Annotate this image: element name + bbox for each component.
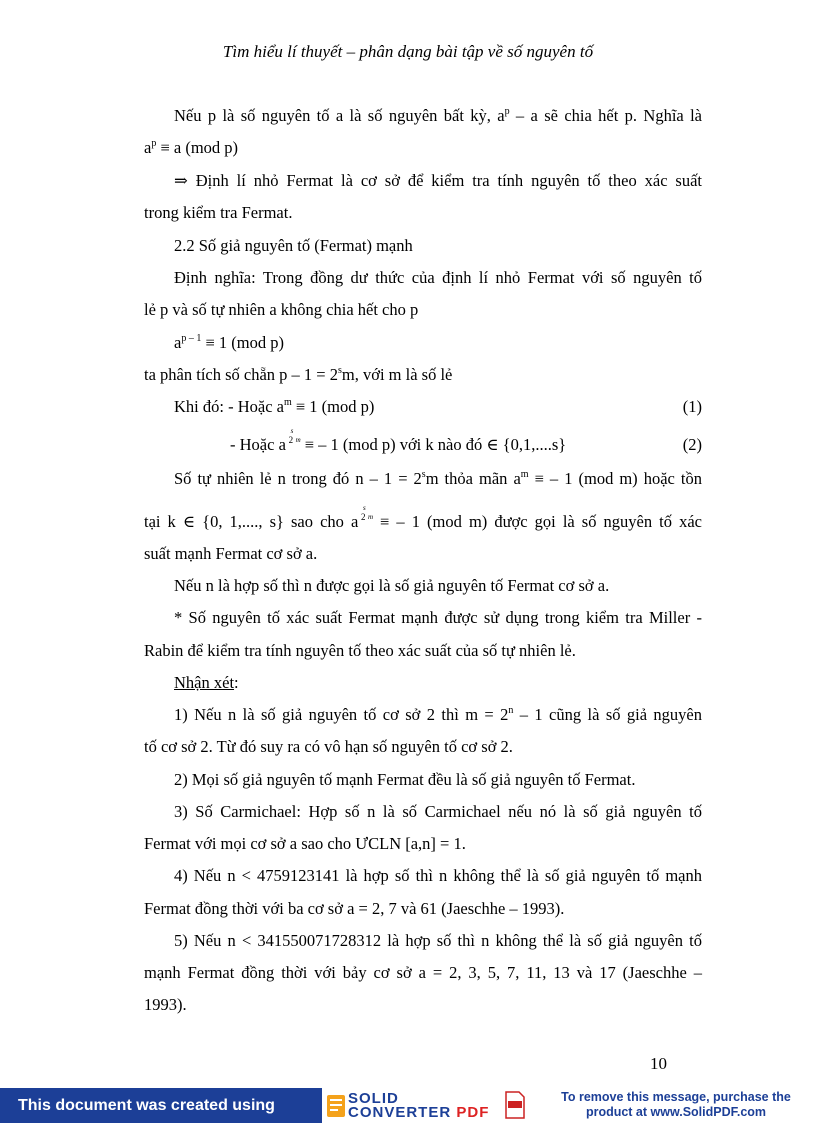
superscript: s bbox=[337, 365, 342, 376]
paragraph-line: 4) Nếu n < 4759123141 là hợp số thì n không thể là số giả nguyên tố mạnh bbox=[174, 866, 702, 885]
paragraph-line bbox=[144, 504, 702, 533]
text: m thỏa mãn a bbox=[425, 469, 521, 488]
superscript: p bbox=[151, 138, 157, 149]
superscript: n bbox=[508, 705, 514, 716]
paragraph-line: Nếu n là hợp số thì n được gọi là số giả nguyên tố Fermat cơ sở a. bbox=[174, 576, 610, 595]
text: : bbox=[234, 673, 239, 692]
text: a bbox=[174, 333, 182, 352]
paragraph-line: mạnh Fermat đồng thời với bảy cơ sở a = 2, 3, 5, 7, 11, 13 và 17 (Jaeschhe – bbox=[144, 963, 702, 982]
text: ≡ – 1 (mod p) với k nào đó ∈ {0,1,....s} bbox=[300, 435, 567, 454]
paragraph-line: 2) Mọi số giả nguyên tố mạnh Fermat đều là số giả nguyên tố Fermat. bbox=[174, 770, 636, 789]
text: – 1 cũng là số giả nguyên bbox=[513, 705, 702, 724]
paragraph-line: tố cơ sở 2. Từ đó suy ra có vô hạn số nguyên tố cơ sở 2. bbox=[144, 737, 513, 756]
remarks-heading bbox=[174, 672, 732, 694]
paragraph-line bbox=[174, 468, 702, 490]
section-heading: 2.2 Số giả nguyên tố (Fermat) mạnh bbox=[174, 236, 413, 255]
paragraph-line bbox=[144, 364, 702, 386]
brand-name: SOLID bbox=[348, 1090, 399, 1107]
superscript: m bbox=[520, 469, 529, 480]
paragraph-line: Định nghĩa: Trong đồng dư thức của định lí nhỏ Fermat với số nguyên tố bbox=[174, 268, 702, 287]
paragraph-line bbox=[174, 704, 702, 726]
watermark-text: This document was created using bbox=[0, 1088, 322, 1123]
text: – a sẽ chia hết p. Nghĩa là bbox=[509, 106, 702, 125]
superscript: p – 1 bbox=[181, 333, 202, 344]
paragraph-line: 5) Nếu n < 341550071728312 là hợp số thì n không thể là số giả nguyên tố bbox=[174, 931, 702, 950]
formula-line bbox=[230, 427, 702, 456]
power-expression: a 2 s m bbox=[350, 504, 374, 531]
solid-converter-logo bbox=[322, 1088, 536, 1123]
purchase-message bbox=[536, 1088, 816, 1125]
paragraph-line: lẻ p và số tự nhiên a không chia hết cho p bbox=[144, 300, 419, 319]
text: 1) Nếu n là số giả nguyên tố cơ sở 2 thì m = 2 bbox=[174, 705, 509, 724]
paragraph-line bbox=[174, 105, 702, 127]
equation-number: (1) bbox=[682, 397, 702, 416]
paragraph-line: Fermat với mọi cơ sở a sao cho ƯCLN [a,n] = 1. bbox=[144, 834, 466, 853]
text: tại k ∈ {0, 1,...., s} sao cho bbox=[144, 512, 351, 531]
text: - Hoặc bbox=[230, 435, 279, 454]
superscript: m bbox=[283, 397, 292, 408]
message-line: product at www.SolidPDF.com bbox=[585, 1105, 767, 1119]
formula-line bbox=[174, 396, 702, 418]
pdf-file-icon bbox=[504, 1091, 526, 1119]
paragraph-line: 1993). bbox=[144, 995, 187, 1014]
text: Số tự nhiên lẻ n trong đó n – 1 = 2 bbox=[174, 469, 422, 488]
text: ta phân tích số chẵn p – 1 = 2 bbox=[144, 365, 338, 384]
converter-logo-icon bbox=[326, 1094, 346, 1118]
text: ≡ – 1 (mod m) được gọi là số nguyên tố xác bbox=[372, 512, 702, 531]
text: a bbox=[144, 138, 152, 157]
equation-number: (2) bbox=[682, 435, 702, 454]
page-header: Tìm hiểu lí thuyết – phân dạng bài tập về số nguyên tố bbox=[222, 42, 594, 61]
text: ≡ – 1 (mod m) hoặc tồn bbox=[528, 469, 702, 488]
paragraph-line: suất mạnh Fermat cơ sở a. bbox=[144, 544, 318, 563]
paragraph-line: * Số nguyên tố xác suất Fermat mạnh được sử dụng trong kiểm tra Miller - bbox=[174, 608, 702, 627]
text: Nhận xét bbox=[174, 673, 235, 692]
paragraph-line: 3) Số Carmichael: Hợp số n là số Carmichael nếu nó là số giả nguyên tố bbox=[174, 802, 702, 821]
superscript: p bbox=[504, 106, 510, 117]
brand-subtitle: CONVERTER PDF bbox=[348, 1104, 490, 1121]
paragraph-line: trong kiểm tra Fermat. bbox=[144, 203, 293, 222]
text: Khi đó: - Hoặc a bbox=[174, 397, 284, 416]
paragraph-line bbox=[144, 137, 702, 159]
paragraph-line: Fermat đồng thời với ba cơ sở a = 2, 7 và 61 (Jaeschhe – 1993). bbox=[144, 899, 565, 918]
text: ≡ 1 (mod p) bbox=[201, 333, 284, 352]
message-line: To remove this message, purchase the bbox=[561, 1090, 791, 1104]
power-expression: a 2 s m bbox=[278, 427, 301, 454]
text: ≡ 1 (mod p) bbox=[291, 397, 375, 416]
text: Nếu p là số nguyên tố a là số nguyên bất kỳ, a bbox=[174, 106, 505, 125]
paragraph-line: ⇒ Định lí nhỏ Fermat là cơ sở để kiểm tra tính nguyên tố theo xác suất bbox=[174, 171, 702, 190]
page-number: 10 bbox=[650, 1054, 667, 1073]
paragraph-line: Rabin để kiểm tra tính nguyên tố theo xác suất của số tự nhiên lẻ. bbox=[144, 641, 576, 660]
text: ≡ a (mod p) bbox=[156, 138, 239, 157]
formula-line bbox=[174, 332, 732, 354]
text: m, với m là số lẻ bbox=[341, 365, 453, 384]
superscript: s bbox=[421, 469, 426, 480]
watermark-footer bbox=[0, 1088, 816, 1123]
